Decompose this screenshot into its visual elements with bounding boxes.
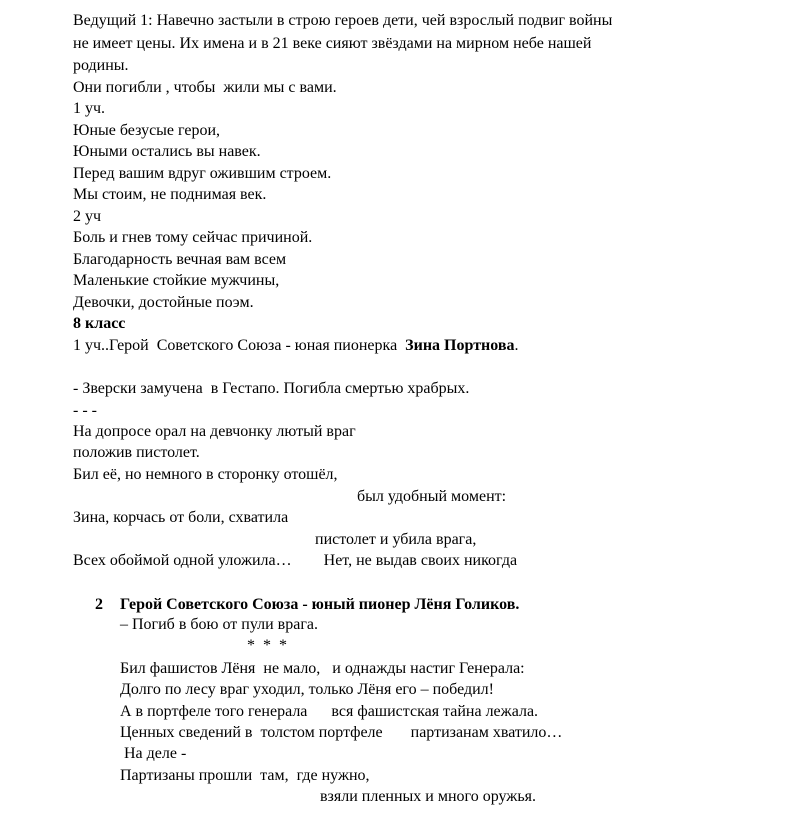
hero-2-poem-line: Долго по лесу враг уходил, только Лёня его – победил! — [120, 681, 494, 698]
hero-1-prefix: 1 уч..Герой Советского Союза - юная пионерка — [73, 337, 406, 354]
hero-1-poem-line: был удобный момент: — [357, 488, 507, 505]
hero-2-number: 2 — [95, 596, 103, 613]
hero-2-poem-line: Ценных сведений в толстом портфеле партизанам хватило… — [120, 724, 563, 741]
poem1-line: Мы стоим, не поднимая век. — [73, 186, 267, 203]
hero-2-poem-line: На деле - — [120, 745, 187, 762]
hero-2-separator: * * * — [247, 637, 287, 654]
hero-1-poem-line: На допросе орал на девчонку лютый враг — [73, 423, 356, 440]
hero-1-death: - Зверски замучена в Гестапо. Погибла смертью храбрых. — [73, 380, 470, 397]
intro-line-2: не имеет цены. Их имена и в 21 веке сияют звёздами на мирном небе нашей — [73, 35, 592, 52]
hero-1-poem-line: Бил её, но немного в сторонку отошёл, — [73, 466, 338, 483]
hero-2-heading: Герой Советского Союза - юный пионер Лёня Голиков. — [120, 596, 520, 613]
hero-2-death: – Погиб в бою от пули врага. — [120, 616, 318, 633]
hero-1-poem-line: пистолет и убила врага, — [315, 531, 477, 548]
hero-1-poem-line: Всех обоймой одной уложила… Нет, не выдав своих никогда — [73, 552, 518, 569]
hero-1-suffix: . — [514, 337, 519, 354]
intro-line-1: Ведущий 1: Навечно застыли в строю героев дети, чей взрослый подвиг войны — [73, 12, 613, 29]
poem1-line: Перед вашим вдруг ожившим строем. — [73, 165, 332, 182]
hero-1-poem-line: Зина, корчась от боли, схватила — [73, 509, 289, 526]
hero-2-poem-line: А в портфеле того генерала вся фашистская тайна лежала. — [120, 703, 539, 720]
poem1-line: Юными остались вы навек. — [73, 143, 261, 160]
hero-1-separator: - - - — [73, 402, 97, 419]
speaker-2-label: 2 уч — [73, 208, 102, 225]
intro-line-4: Они погибли , чтобы жили мы с вами. — [73, 79, 337, 96]
intro-line-3: родины. — [73, 57, 129, 74]
hero-1-name: Зина Портнова — [405, 337, 515, 354]
hero-2-poem-line: Бил фашистов Лёня не мало, и однажды настиг Генерала: — [120, 660, 525, 677]
poem1-line: Юные безусые герои, — [73, 122, 221, 139]
poem2-line: Благодарность вечная вам всем — [73, 251, 287, 268]
hero-1-line — [73, 335, 519, 356]
speaker-1-label: 1 уч. — [73, 100, 106, 117]
class-heading: 8 класс — [73, 315, 126, 332]
hero-2-poem-line: Партизаны прошли там, где нужно, — [120, 767, 370, 784]
hero-1-poem-line: положив пистолет. — [73, 444, 200, 461]
poem2-line: Маленькие стойкие мужчины, — [73, 272, 280, 289]
poem2-line: Девочки, достойные поэм. — [73, 294, 254, 311]
poem2-line: Боль и гнев тому сейчас причиной. — [73, 229, 313, 246]
hero-2-poem-line: взяли пленных и много оружья. — [320, 788, 537, 805]
